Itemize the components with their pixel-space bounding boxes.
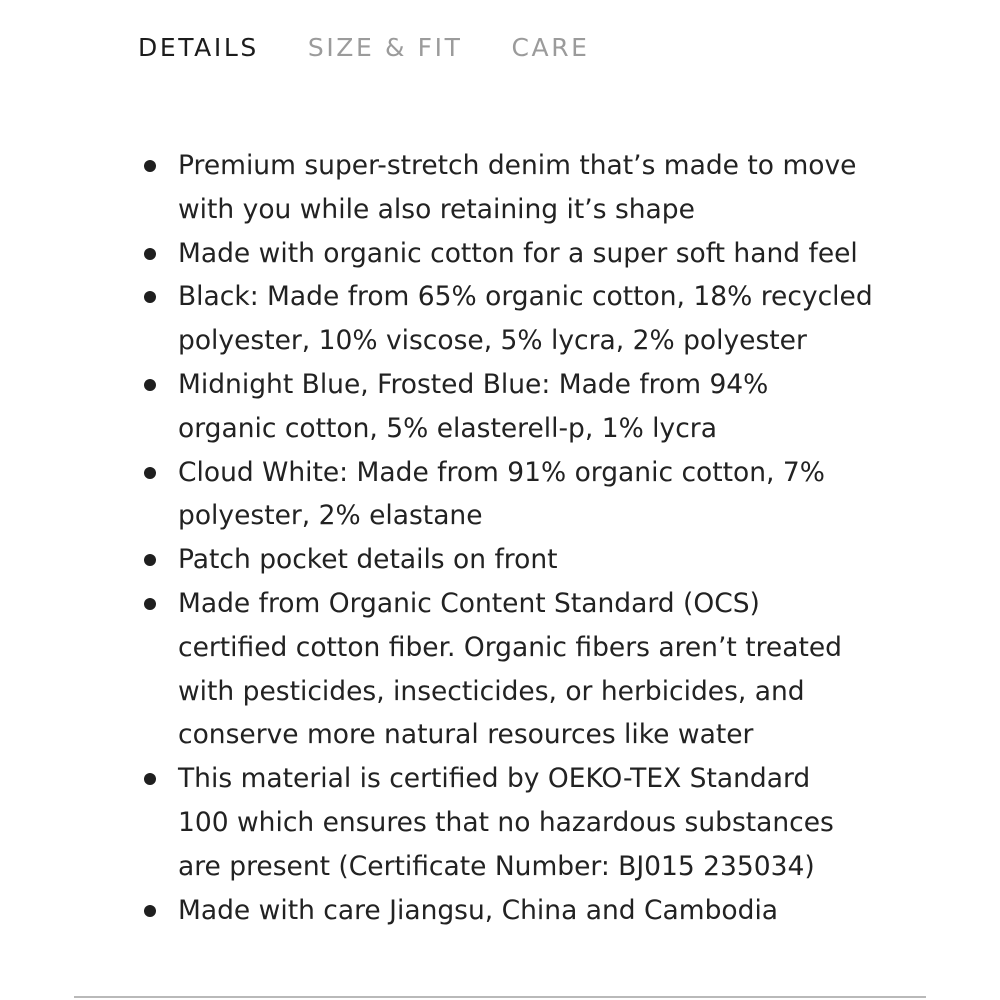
- details-list: [140, 144, 900, 932]
- detail-text: This material is certified by OEKO-TEX Standard 100 which ensures that no hazardous substances are present (Certificate Number: BJ015 235034): [178, 763, 834, 882]
- bullet-icon: [144, 291, 156, 303]
- list-item: [140, 582, 900, 757]
- list-item: [140, 232, 900, 276]
- bullet-icon: [144, 905, 156, 917]
- list-item: [140, 889, 900, 933]
- detail-text: Made with organic cotton for a super soft hand feel: [178, 237, 858, 269]
- list-item: [140, 275, 900, 363]
- bullet-icon: [144, 773, 156, 785]
- divider: [74, 996, 926, 998]
- detail-text: Patch pocket details on front: [178, 544, 558, 576]
- bullet-icon: [144, 554, 156, 566]
- tab-details[interactable]: DETAILS: [138, 33, 259, 62]
- list-item: [140, 757, 900, 888]
- detail-text: Cloud White: Made from 91% organic cotton, 7% polyester, 2% elastane: [178, 456, 825, 532]
- list-item: [140, 363, 900, 451]
- list-item: [140, 144, 900, 232]
- detail-text: Made from Organic Content Standard (OCS) certified cotton fiber. Organic fibers aren’t treated with pesticides, insecticides, or herbicides, and conserve more natural resources like water: [178, 587, 842, 751]
- bullet-icon: [144, 248, 156, 260]
- detail-text: Black: Made from 65% organic cotton, 18% recycled polyester, 10% viscose, 5% lycra, 2% polyester: [178, 281, 873, 357]
- list-item: [140, 538, 900, 582]
- bullet-icon: [144, 379, 156, 391]
- product-info-tabs: [138, 30, 590, 66]
- detail-text: Made with care Jiangsu, China and Cambodia: [178, 894, 779, 926]
- tab-size-fit[interactable]: SIZE & FIT: [307, 33, 463, 62]
- bullet-icon: [144, 467, 156, 479]
- bullet-icon: [144, 598, 156, 610]
- tab-care[interactable]: CARE: [511, 33, 590, 62]
- list-item: [140, 451, 900, 539]
- detail-text: Midnight Blue, Frosted Blue: Made from 94% organic cotton, 5% elasterell-p, 1% lycra: [178, 368, 769, 444]
- detail-text: Premium super-stretch denim that’s made to move with you while also retaining it’s shape: [178, 150, 857, 225]
- bullet-icon: [144, 160, 156, 172]
